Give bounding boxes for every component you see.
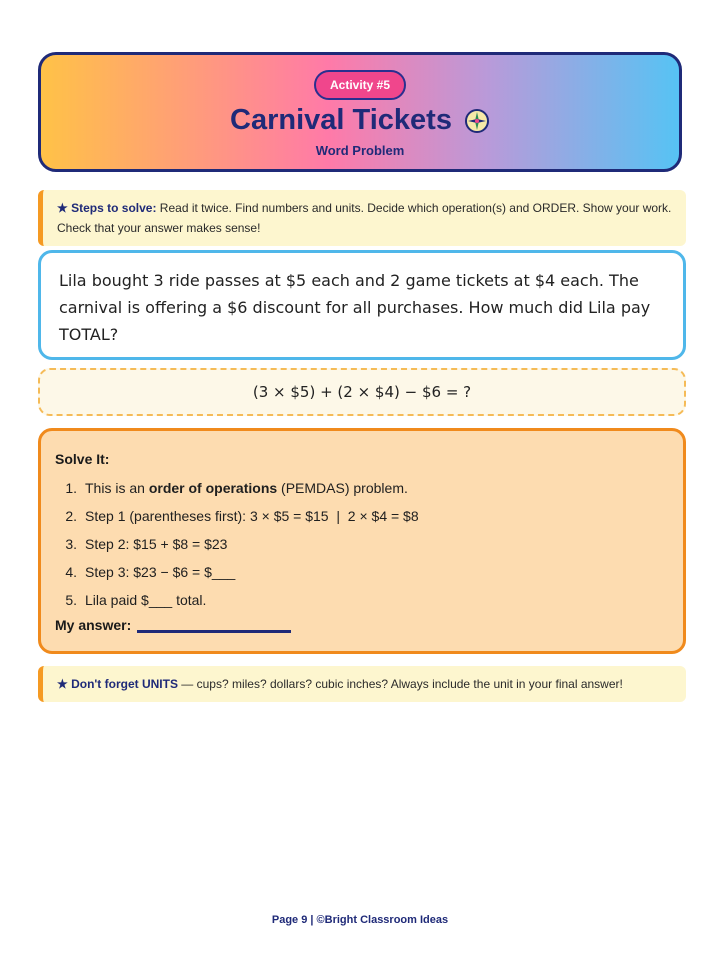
units-tip-box [38,666,686,702]
step-number: 3. [65,536,77,552]
page-title: Carnival Tickets [230,104,452,136]
step-number: 4. [65,564,77,580]
problem-text: Lila bought 3 ride passes at $5 each and 2 game tickets at $4 each. The carnival is offering a $6 discount for all purchases. How much did Lila pay TOTAL? [59,271,651,344]
list-item [55,477,667,505]
list-item [55,533,667,561]
star-icon: ★ [57,677,68,691]
tip-lead: Steps to solve: [71,201,157,215]
list-item [55,589,667,617]
header-banner [38,52,682,172]
step-number: 1. [65,480,77,496]
answer-row [55,617,667,633]
list-item [55,505,667,533]
compass-icon [464,108,490,134]
step-number: 5. [65,592,77,608]
equation-text: (3 × $5) + (2 × $4) − $6 = ? [252,383,472,401]
step-text: Step 2: $15 + $8 = $23 [85,536,228,552]
step-text: This is an [85,480,149,496]
tip-text: Read it twice. Find numbers and units. Decide which operation(s) and ORDER. Show your work. Check that your answer makes sense! [57,201,672,235]
answer-blank-line[interactable] [137,618,291,633]
equation-box [38,368,686,416]
star-icon: ★ [57,201,68,215]
step-text: Step 3: $23 − $6 = $___ [85,564,236,580]
tip-lead: Don't forget UNITS [71,677,178,691]
title-row [41,104,679,137]
steps-tip-box [38,190,686,246]
solve-heading: Solve It: [55,451,110,467]
solve-steps-list [55,477,667,617]
tip-text: — cups? miles? dollars? cubic inches? Always include the unit in your final answer! [177,677,623,691]
answer-label: My answer: [55,617,132,633]
step-bold-text: order of operations [148,480,278,496]
step-text: (PEMDAS) problem. [277,480,408,496]
step-text: Step 1 (parentheses first): 3 × $5 = $15 | 2 × $4 = $8 [85,508,419,524]
step-number: 2. [65,508,77,524]
page-footer: Page 9 | ©Bright Classroom Ideas [271,914,449,926]
solve-box [38,428,686,654]
step-text: Lila paid $___ total. [85,592,207,608]
problem-box [38,250,686,360]
page-subtitle: Word Problem [315,143,405,158]
list-item [55,561,667,589]
activity-badge: Activity #5 [314,70,406,100]
